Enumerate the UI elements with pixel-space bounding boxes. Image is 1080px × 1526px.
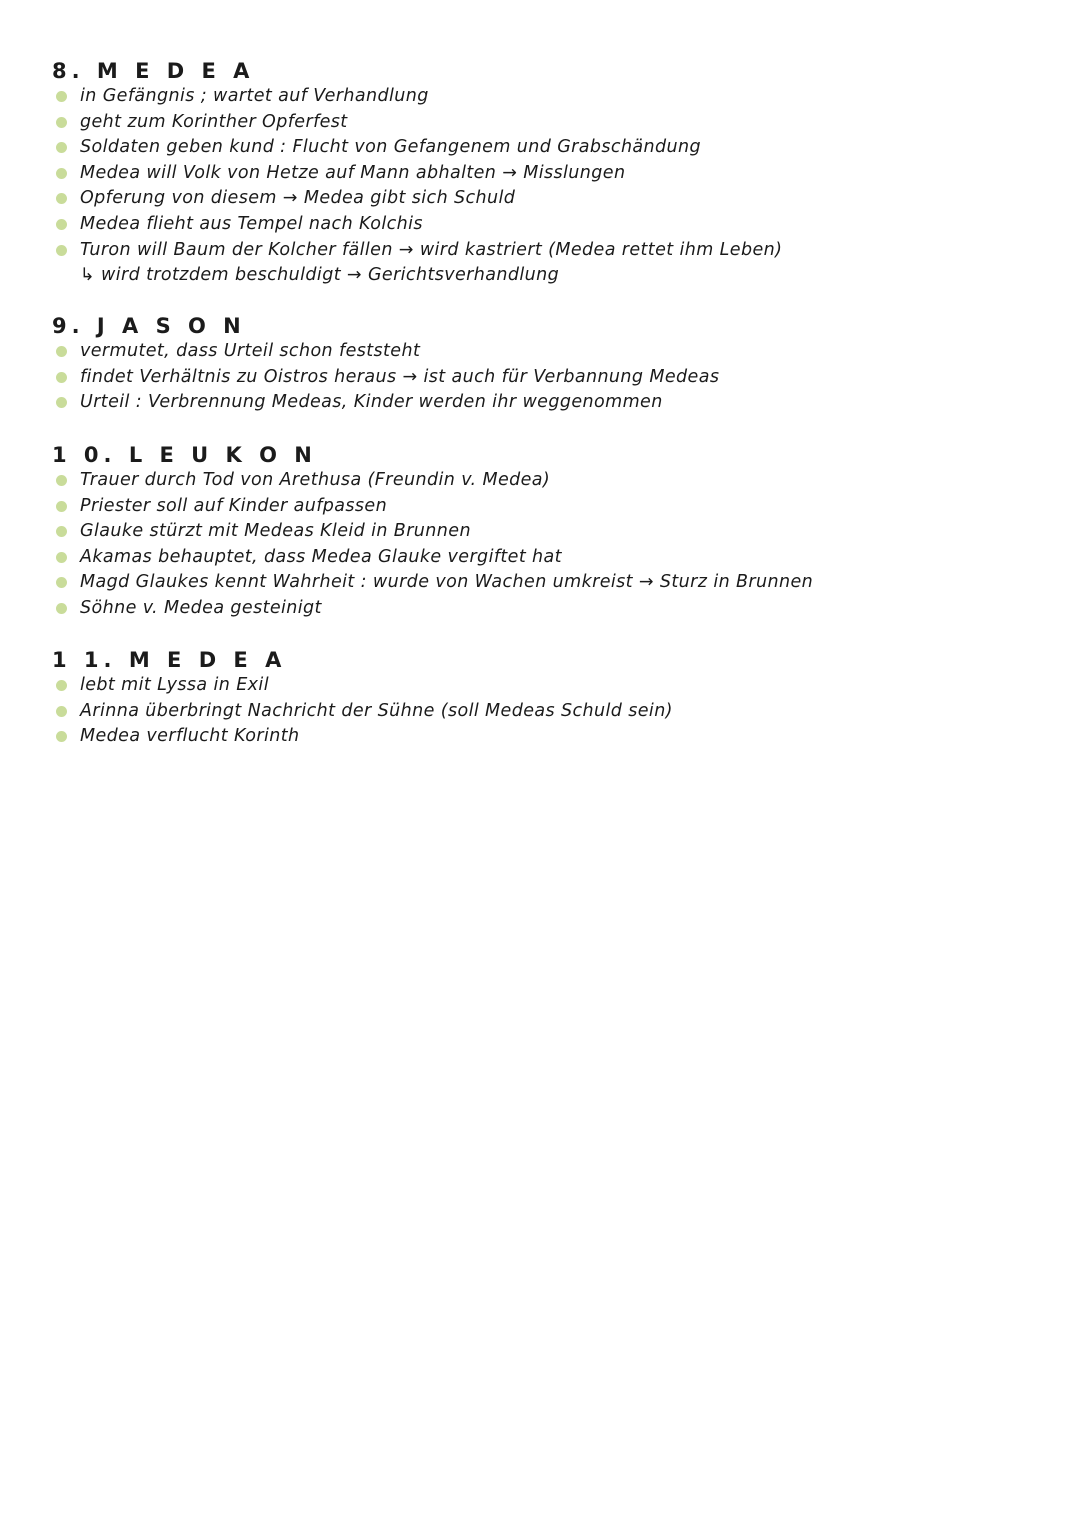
item-text: geht zum Korinther Opferfest [80,111,348,132]
bullet-dot-icon [56,372,67,383]
list-item [52,494,1012,520]
bullet-list [52,468,1012,622]
list-item [52,468,1012,494]
bullet-dot-icon [56,168,67,179]
item-text: Turon will Baum der Kolcher fällen → wird kastriert (Medea rettet ihm Leben) [80,239,783,260]
list-item [52,390,1012,416]
list-item [52,673,1012,699]
section-heading: 1 0. L E U K O N [52,443,317,467]
bullet-dot-icon [56,117,67,128]
item-text: lebt mit Lyssa in Exil [80,675,269,695]
list-item [52,699,1012,725]
bullet-dot-icon [56,346,67,357]
section-heading: 1 1. M E D E A [52,648,287,672]
section-9-jason [52,313,1012,416]
bullet-dot-icon [56,219,67,230]
bullet-dot-icon [56,193,67,204]
item-text: Medea will Volk von Hetze auf Mann abhalten → Misslungen [80,162,626,183]
list-item [52,84,1012,110]
bullet-list [52,84,1012,263]
item-text: Trauer durch Tod von Arethusa (Freundin v. Medea) [80,470,551,490]
item-text: Soldaten geben kund : Flucht von Gefangenem und Grabschändung [80,137,702,158]
list-item [52,161,1012,187]
list-item [52,186,1012,212]
bullet-dot-icon [56,526,67,537]
bullet-dot-icon [56,552,67,563]
section-11-medea [52,647,1012,750]
item-text: Magd Glaukes kennt Wahrheit : wurde von Wachen umkreist → Sturz in Brunnen [80,572,814,593]
list-item [52,724,1012,750]
bullet-dot-icon [56,91,67,102]
item-text: Glauke stürzt mit Medeas Kleid in Brunnen [80,521,471,542]
bullet-dot-icon [56,706,67,717]
list-item [52,545,1012,571]
item-text: Medea flieht aus Tempel nach Kolchis [80,213,423,234]
bullet-dot-icon [56,245,67,256]
section-heading: 8. M E D E A [52,59,255,83]
bullet-list [52,673,1012,750]
bullet-dot-icon [56,475,67,486]
continuation-line: ↳ wird trotzdem beschuldigt → Gerichtsverhandlung [80,265,560,286]
bullet-dot-icon [56,731,67,742]
section-8-medea [52,58,1012,289]
list-item [52,519,1012,545]
list-item [52,596,1012,622]
bullet-dot-icon [56,142,67,153]
item-text: Priester soll auf Kinder aufpassen [80,495,388,516]
list-item [52,365,1012,391]
item-text: Arinna überbringt Nachricht der Sühne (soll Medeas Schuld sein) [80,700,673,721]
item-text: Söhne v. Medea gesteinigt [80,597,322,618]
bullet-dot-icon [56,603,67,614]
item-text: findet Verhältnis zu Oistros heraus → ist auch für Verbannung Medeas [80,366,720,387]
bullet-dot-icon [56,501,67,512]
bullet-dot-icon [56,397,67,408]
list-item [52,212,1012,238]
list-item [52,110,1012,136]
item-text: in Gefängnis ; wartet auf Verhandlung [80,86,429,106]
bullet-list [52,339,1012,416]
bullet-dot-icon [56,577,67,588]
list-item [52,570,1012,596]
list-item [52,238,1012,264]
item-text: Akamas behauptet, dass Medea Glauke vergiftet hat [80,546,562,567]
bullet-dot-icon [56,680,67,691]
item-text: Opferung von diesem → Medea gibt sich Schuld [80,188,516,209]
section-10-leukon [52,442,1012,622]
list-item [52,135,1012,161]
list-item [52,339,1012,365]
item-text: Medea verflucht Korinth [80,726,300,747]
item-text: Urteil : Verbrennung Medeas, Kinder werden ihr weggenommen [80,392,663,413]
item-text: vermutet, dass Urteil schon feststeht [80,341,421,361]
section-heading: 9. J A S O N [52,314,246,338]
